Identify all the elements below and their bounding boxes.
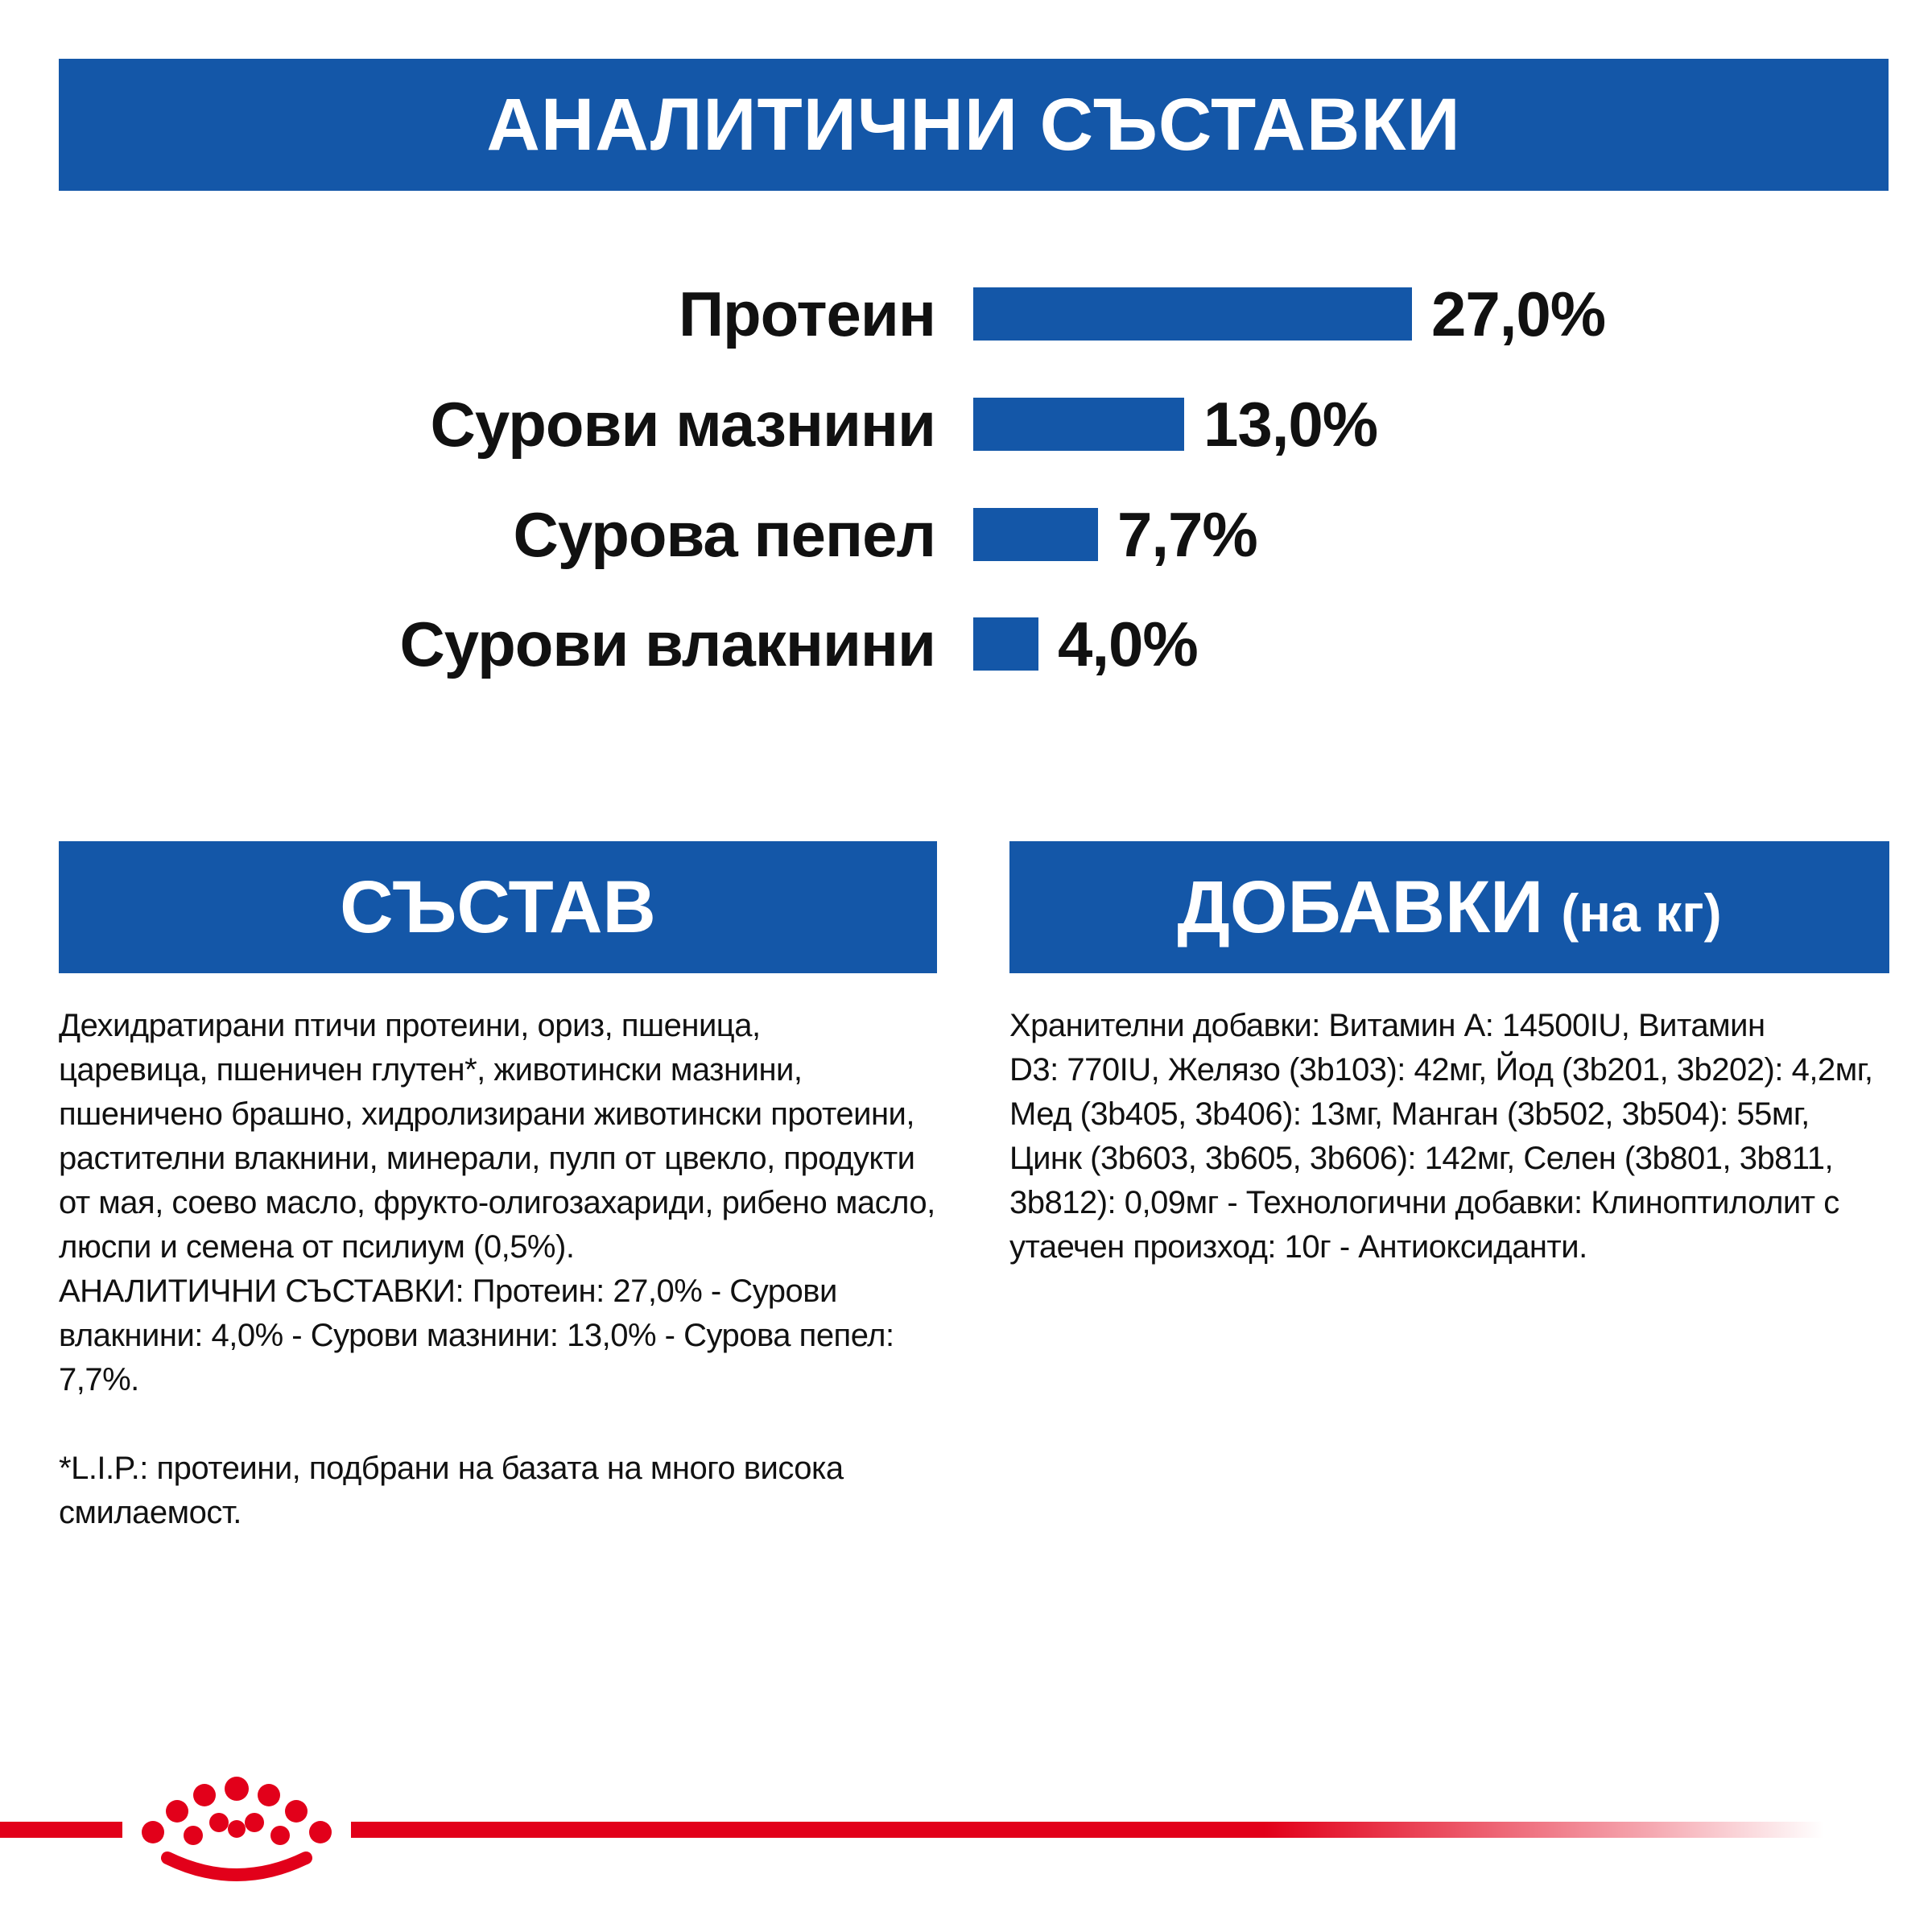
composition-title: СЪСТАВ bbox=[340, 865, 656, 948]
analytics-bar bbox=[973, 287, 1412, 341]
analytics-bar bbox=[973, 617, 1038, 671]
additives-text: Хранителни добавки: Витамин A: 14500IU, Витамин D3: 770IU, Желязо (3b103): 42мг, Йод (3b201, 3b202): 4,2мг, Мед (3b405, 3b406): 13мг, Манган (3b502, 3b504): 55мг, Цинк (3b603, 3b605, 3b606): 142мг, Селен (3b801, 3b811, 3b812): 0,09мг - Технологични добавки: Клиноптилолит с утаечен произход: 10г - Антиоксиданти. bbox=[1009, 1008, 1873, 1265]
composition-title-banner bbox=[59, 841, 937, 973]
additives-body bbox=[1009, 1004, 1911, 1269]
analytics-label: Сурови мазнини bbox=[430, 389, 935, 460]
composition-footnote: *L.I.P.: протеини, подбрани на базата на много висока смилаемост. bbox=[59, 1451, 844, 1530]
analytics-value: 27,0% bbox=[1431, 279, 1606, 349]
analytics-bar-chart bbox=[0, 0, 1932, 805]
analytics-label: Сурови влакнини bbox=[399, 609, 935, 679]
analytics-label: Протеин bbox=[678, 279, 935, 349]
brand-red-line-right bbox=[351, 1822, 1824, 1838]
additives-title-banner bbox=[1009, 841, 1889, 973]
analytics-value: 13,0% bbox=[1203, 389, 1378, 460]
analytics-title: АНАЛИТИЧНИ СЪСТАВКИ bbox=[486, 83, 1461, 166]
brand-red-line-left bbox=[0, 1822, 122, 1838]
additives-title: ДОБАВКИ bbox=[1177, 865, 1544, 948]
composition-text: Дехидратирани птичи протеини, ориз, пшеница, царевица, пшеничен глутен*, животински мазнини, пшеничено брашно, хидролизирани животински протеини, растителни влакнини, минерали, пулп от цвекло, продукти от мая, соево масло, фрукто-олигозахариди, рибено масло, люспи и семена от псилиум (0,5%). АНАЛИТИЧНИ СЪСТАВКИ: Протеин: 27,0% - Сурови влакнини: 4,0% - Сурови мазнини: 13,0% - Сурова пепел: 7,7%. bbox=[59, 1008, 935, 1397]
analytics-bar bbox=[973, 508, 1098, 561]
analytics-value: 4,0% bbox=[1058, 609, 1198, 679]
royal-canin-crown-icon bbox=[135, 1771, 338, 1900]
additives-title-suffix: (на кг) bbox=[1561, 883, 1722, 943]
analytics-bar bbox=[973, 398, 1184, 451]
analytics-value: 7,7% bbox=[1117, 499, 1257, 570]
analytics-label: Сурова пепел bbox=[513, 499, 935, 570]
composition-body bbox=[59, 1004, 952, 1535]
